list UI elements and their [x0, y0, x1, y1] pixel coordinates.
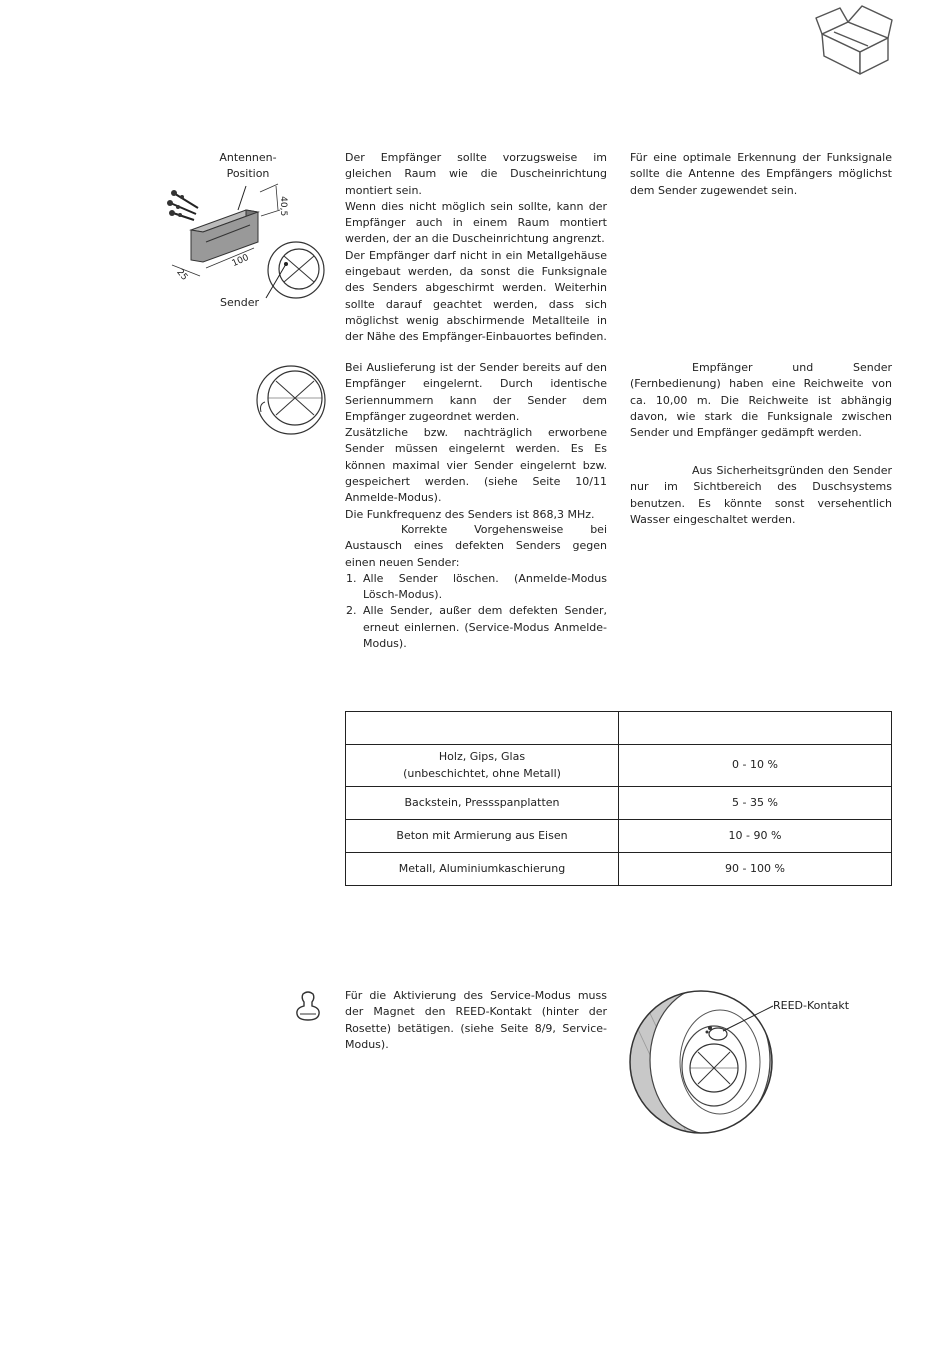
dim-depth: 25 — [174, 267, 190, 283]
list-item: 2. Alle Sender, außer dem defekten Sender, erneut einlernen. (Service-Modus Anmelde-Modus). — [346, 604, 607, 651]
table-header-attenuation — [619, 712, 892, 745]
table-cell-value: 90 - 100 % — [619, 853, 892, 886]
table-cell-value: 0 - 10 % — [619, 745, 892, 787]
attenuation-table — [345, 711, 892, 886]
list-item: 1. Alle Sender löschen. (Anmelde-Modus Lösch-Modus). — [346, 571, 607, 602]
antenna-label: Antennen- Position — [219, 151, 277, 181]
box-icon — [812, 4, 894, 76]
delivery-text: Bei Auslieferung ist der Sender bereits auf den Empfänger eingelernt. Durch identische Seriennummern kann der Sender dem Empfänger zugeordnet werden. Zusätzliche bzw. nachträglich erworbene Sender müssen eingelernt werden. Es Es können maximal vier Sender eingelernt bzw. gespeichert werden. (siehe Seite 10/11 Anmelde-Modus). Die Funkfrequenz des Senders ist 868,3 MHz. — [345, 361, 607, 521]
table-cell-value: 10 - 90 % — [619, 820, 892, 853]
table-row — [346, 853, 892, 886]
table-cell-value: 5 - 35 % — [619, 787, 892, 820]
receiver-figure — [158, 150, 333, 315]
table-cell-material: Backstein, Pressspanplatten — [346, 787, 619, 820]
table-cell-material: Holz, Gips, Glas (unbeschichtet, ohne Metall) — [346, 745, 619, 787]
table-row — [346, 820, 892, 853]
dim-height: 40,5 — [278, 196, 289, 217]
antenna-text: Für eine optimale Erkennung der Funksignale sollte die Antenne des Empfängers möglichst dem Sender zugewendet sein. — [630, 151, 892, 197]
table-row — [346, 787, 892, 820]
reed-figure — [628, 988, 878, 1138]
service-text: Für die Aktivierung des Service-Modus muss der Magnet den REED-Kontakt (hinter der Rosette) betätigen. (siehe Seite 8/9, Service-Modus). — [345, 989, 607, 1051]
table-cell-material: Metall, Aluminiumkaschierung — [346, 853, 619, 886]
magnet-icon — [293, 990, 323, 1024]
range-text: Empfänger und Sender (Fernbedienung) haben eine Reichweite von ca. 10,00 m. Die Reichweite ist abhängig davon, wie stark die Funksignale zwischen Sender und Empfänger gedämpft werden. — [630, 361, 892, 440]
table-header-material — [346, 712, 619, 745]
table-cell-material: Beton mit Armierung aus Eisen — [346, 820, 619, 853]
dim-length: 100 — [230, 252, 251, 270]
replacement-text: Korrekte Vorgehensweise bei Austausch eines defekten Senders gegen einen neuen Sender: 1. Alle Sender löschen. (Anmelde-Modus Lösch-Modus). 2. Alle Sender, außer dem defekten Sender, erneut einlernen. (Service-Modus Anmelde-Modus). — [345, 522, 607, 652]
sender-figure — [255, 360, 330, 440]
safety-text: Aus Sicherheitsgründen den Sender nur im Sichtbereich des Duschsystems benutzen. Es könnte sonst versehentlich Wasser eingeschaltet werden. — [630, 464, 892, 526]
sender-label: Sender — [220, 296, 259, 309]
placement-text: Der Empfänger sollte vorzugsweise im gleichen Raum wie die Duscheinrichtung montiert sein. Wenn dies nicht möglich sein sollte, kann der Empfänger auch in einem Raum montiert werden, der an die Duscheinrichtung angrenzt. Der Empfänger darf nicht in ein Metallgehäuse eingebaut werden, da sonst die Funksignale des Senders abgeschirmt werden. Weiterhin sollte darauf geachtet werden, dass sich möglichst wenig abschirmende Metallteile in der Nähe des Empfänger-Einbauortes befinden. — [345, 151, 607, 344]
table-row — [346, 745, 892, 787]
replacement-steps — [345, 571, 607, 652]
table-header-row — [346, 712, 892, 745]
reed-contact-label: REED-Kontakt — [773, 999, 850, 1012]
